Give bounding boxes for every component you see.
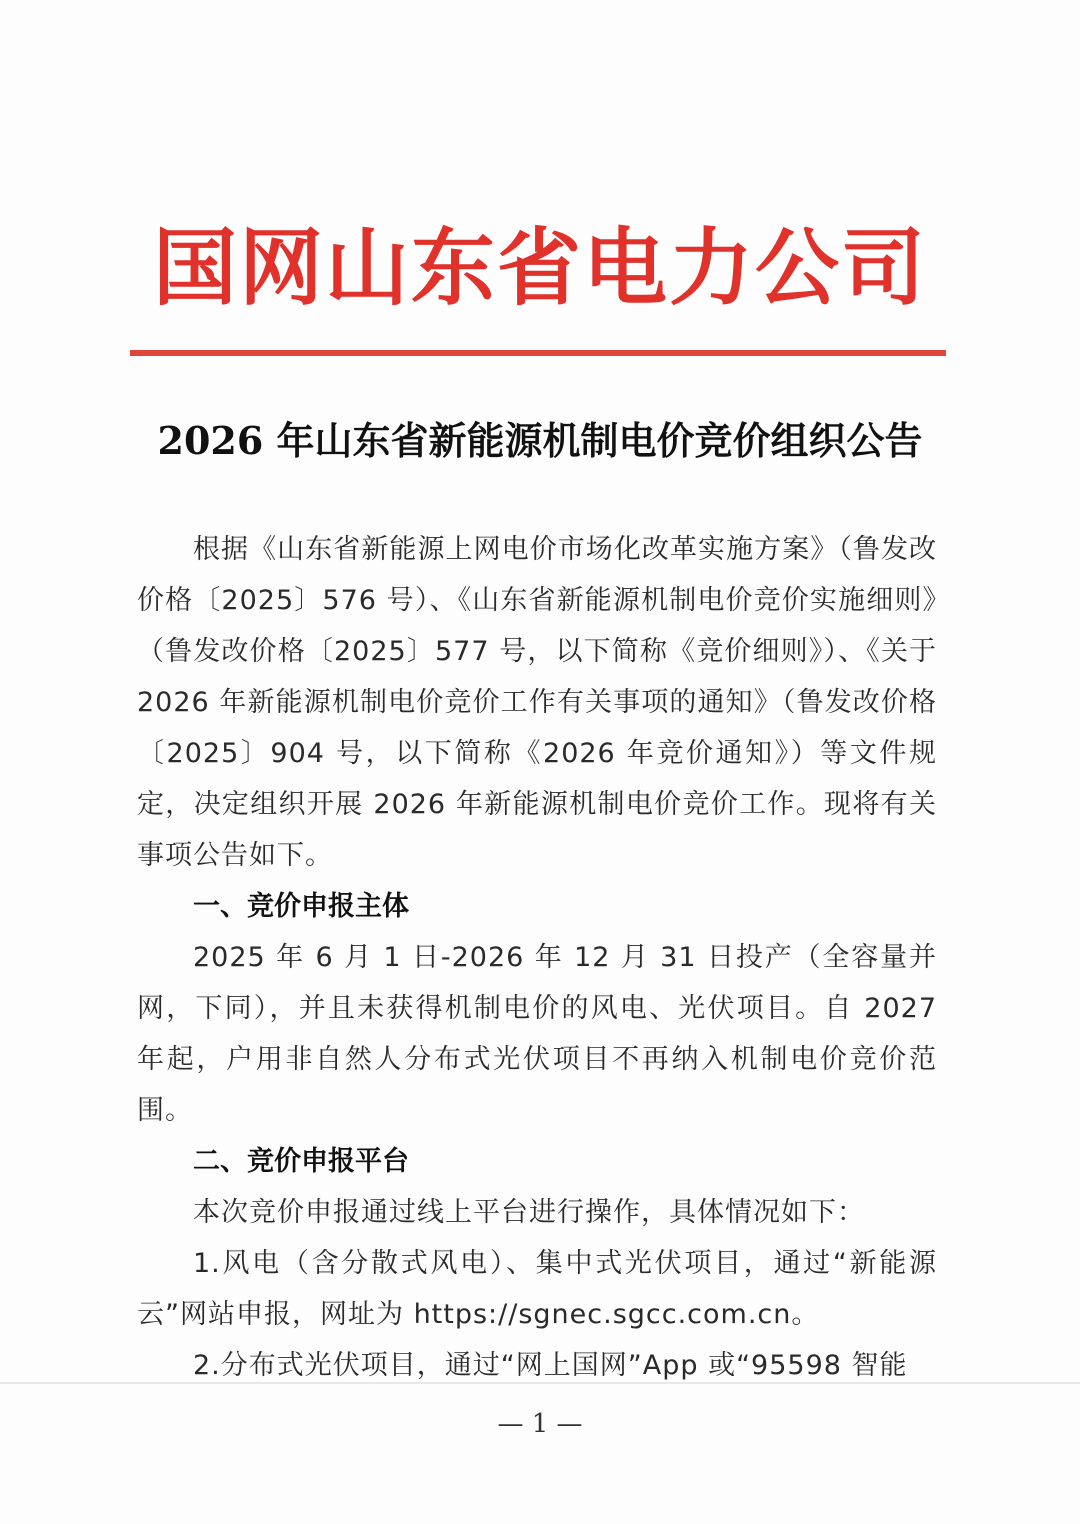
section-2-paragraph: 本次竞价申报通过线上平台进行操作，具体情况如下： <box>193 1197 865 1228</box>
document-title: 2026 年山东省新能源机制电价竞价组织公告 <box>157 418 923 463</box>
letterhead-org-name: 国网山东省电力公司 <box>152 218 927 317</box>
page-number: — 1 — <box>497 1409 583 1439</box>
scan-edge-line <box>0 1382 1080 1384</box>
section-2-item-2: 2.分布式光伏项目，通过“网上国网”App 或“95598 智能 <box>193 1350 908 1381</box>
intro-paragraph: 根据《山东省新能源上网电价市场化改革实施方案》（鲁发改价格〔2025〕576 号）、《山东省新能源机制电价竞价实施细则》（鲁发改价格〔2025〕577 号，以下简称《竞价细则》）、《关于 2026 年新能源机制电价竞价工作有关事项的通知》（鲁发改价格〔2025〕904 号，以下简称《2026 年竞价通知》）等文件规定，决定组织开展 2026 年新能源机制电价竞价工作。现将有关事项公告如下。 <box>137 534 937 871</box>
section-1-paragraph: 2025 年 6 月 1 日-2026 年 12 月 31 日投产（全容量并网，下同），并且未获得机制电价的风电、光伏项目。自 2027 年起，户用非自然人分布式光伏项目不再纳入机制电价竞价范围。 <box>137 942 937 1126</box>
section-1-heading: 一、竞价申报主体 <box>193 891 409 922</box>
document-body <box>137 524 937 1391</box>
letterhead-red-rule <box>130 350 946 356</box>
section-2-heading: 二、竞价申报平台 <box>193 1146 409 1177</box>
section-2-item-1: 1.风电（含分散式风电）、集中式光伏项目，通过“新能源云”网站申报，网址为 https://sgnec.sgcc.com.cn。 <box>137 1248 937 1330</box>
